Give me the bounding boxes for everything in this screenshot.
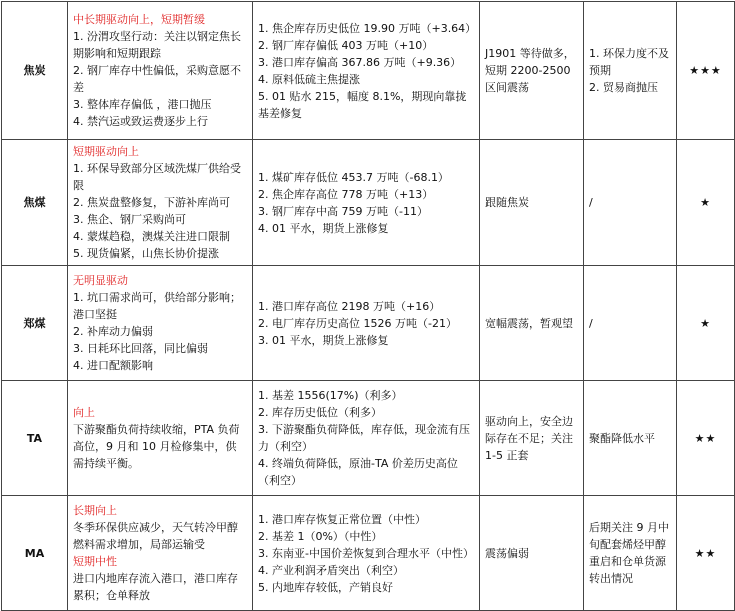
strategy-cell: 驱动向上，安全边际存在不足；关注 1-5 正套 <box>480 381 584 496</box>
inventory-item: 2. 电厂库存历史高位 1526 万吨（-21） <box>258 316 457 330</box>
commodity-name: 郑煤 <box>2 266 68 381</box>
inventory-item: 3. 钢厂库存中高 759 万吨（-11） <box>258 204 428 218</box>
rating-stars: ★ <box>677 140 735 266</box>
inventory-item: 3. 下游聚酯负荷降低，库存低，现金流有压力（利空） <box>258 423 470 453</box>
inventory-item: 1. 港口库存高位 2198 万吨（+16） <box>258 299 441 313</box>
inventory-cell <box>253 140 480 266</box>
inventory-item: 2. 钢厂库存偏低 403 万吨（+10） <box>258 38 434 52</box>
commodity-analysis-table <box>1 1 735 611</box>
table-row <box>2 381 735 496</box>
inventory-item: 3. 01 平水，期货上涨修复 <box>258 333 389 347</box>
table-row <box>2 496 735 611</box>
driver-item: 1. 环保导致部分区域洗煤厂供给受限 <box>73 162 241 192</box>
table-row <box>2 2 735 140</box>
risk-cell: / <box>584 266 677 381</box>
driver-heading: 中长期驱动向上，短期暂缓 <box>73 13 205 26</box>
strategy-cell: 跟随焦炭 <box>480 140 584 266</box>
risk-cell: 聚酯降低水平 <box>584 381 677 496</box>
inventory-item: 3. 东南亚-中国价差恢复到合理水平（中性） <box>258 546 474 560</box>
driver-item: 1. 坑口需求尚可，供给部分影响；港口坚挺 <box>73 291 241 321</box>
driver-heading: 短期中性 <box>73 555 117 568</box>
inventory-item: 1. 煤矿库存低位 453.7 万吨（-68.1） <box>258 170 449 184</box>
rating-stars: ★ <box>677 266 735 381</box>
drivers-cell <box>68 266 253 381</box>
driver-heading: 无明显驱动 <box>73 274 128 287</box>
strategy-cell: J1901 等待做多，短期 2200-2500 区间震荡 <box>480 2 584 140</box>
driver-heading: 向上 <box>73 406 95 419</box>
driver-item: 进口内地库存流入港口，港口库存累积；仓单释放 <box>73 572 238 602</box>
drivers-cell <box>68 381 253 496</box>
commodity-name: MA <box>2 496 68 611</box>
driver-item: 2. 钢厂库存中性偏低，采购意愿不差 <box>73 64 241 94</box>
driver-item: 4. 蒙煤趋稳，澳煤关注进口限制 <box>73 230 230 243</box>
driver-item: 冬季环保供应减少，天气转冷甲醇燃料需求增加，局部运输受 <box>73 521 238 551</box>
strategy-cell: 震荡偏弱 <box>480 496 584 611</box>
driver-item: 2. 补库动力偏弱 <box>73 325 153 338</box>
commodity-name: 焦煤 <box>2 140 68 266</box>
driver-heading: 长期向上 <box>73 504 117 517</box>
table-row <box>2 266 735 381</box>
driver-item: 下游聚酯负荷持续收缩，PTA 负荷高位，9 月和 10 月检修集中，供需持续平衡。 <box>73 423 240 470</box>
inventory-cell <box>253 381 480 496</box>
commodity-name: TA <box>2 381 68 496</box>
driver-item: 3. 整体库存偏低 ，港口抛压 <box>73 98 212 111</box>
rating-stars: ★★★ <box>677 2 735 140</box>
inventory-cell <box>253 496 480 611</box>
inventory-cell <box>253 2 480 140</box>
drivers-cell <box>68 496 253 611</box>
drivers-cell <box>68 2 253 140</box>
inventory-item: 2. 基差 1（0%）（中性） <box>258 529 383 543</box>
inventory-item: 1. 焦企库存历史低位 19.90 万吨（+3.64） <box>258 21 477 35</box>
driver-item: 3. 焦企、钢厂采购尚可 <box>73 213 186 226</box>
inventory-item: 4. 产业利润矛盾突出（利空） <box>258 563 404 577</box>
commodity-name: 焦炭 <box>2 2 68 140</box>
table-row <box>2 140 735 266</box>
driver-item: 3. 日耗环比回落，同比偏弱 <box>73 342 208 355</box>
driver-item: 4. 进口配额影响 <box>73 359 153 372</box>
inventory-item: 5. 内地库存较低，产销良好 <box>258 580 393 594</box>
inventory-item: 5. 01 贴水 215，幅度 8.1%，期现向靠拢基差修复 <box>258 89 467 120</box>
driver-item: 5. 现货偏紧，山焦长协价提涨 <box>73 247 219 260</box>
driver-item: 4. 禁汽运或致运费逐步上行 <box>73 115 208 128</box>
driver-item: 1. 汾渭攻坚行动：关注以钢定焦长期影响和短期跟踪 <box>73 30 241 60</box>
inventory-item: 2. 库存历史低位（利多） <box>258 406 382 419</box>
rating-stars: ★★ <box>677 496 735 611</box>
risk-cell: / <box>584 140 677 266</box>
drivers-cell <box>68 140 253 266</box>
inventory-item: 4. 原料低硫主焦提涨 <box>258 72 360 86</box>
risk-cell: 1. 环保力度不及预期 2. 贸易商抛压 <box>584 2 677 140</box>
inventory-item: 1. 港口库存恢复正常位置（中性） <box>258 512 426 526</box>
driver-item: 2. 焦炭盘整修复，下游补库尚可 <box>73 196 230 209</box>
inventory-item: 1. 基差 1556(17%)（利多） <box>258 389 403 402</box>
driver-heading: 短期驱动向上 <box>73 145 139 158</box>
inventory-cell <box>253 266 480 381</box>
inventory-item: 4. 终端负荷降低，原油-TA 价差历史高位（利空） <box>258 457 458 487</box>
rating-stars: ★★ <box>677 381 735 496</box>
inventory-item: 4. 01 平水，期货上涨修复 <box>258 221 389 235</box>
risk-cell: 后期关注 9 月中旬配套烯烃甲醇重启和仓单货源转出情况 <box>584 496 677 611</box>
strategy-cell: 宽幅震荡，暂观望 <box>480 266 584 381</box>
inventory-item: 2. 焦企库存高位 778 万吨（+13） <box>258 187 434 201</box>
inventory-item: 3. 港口库存偏高 367.86 万吨（+9.36） <box>258 55 462 69</box>
